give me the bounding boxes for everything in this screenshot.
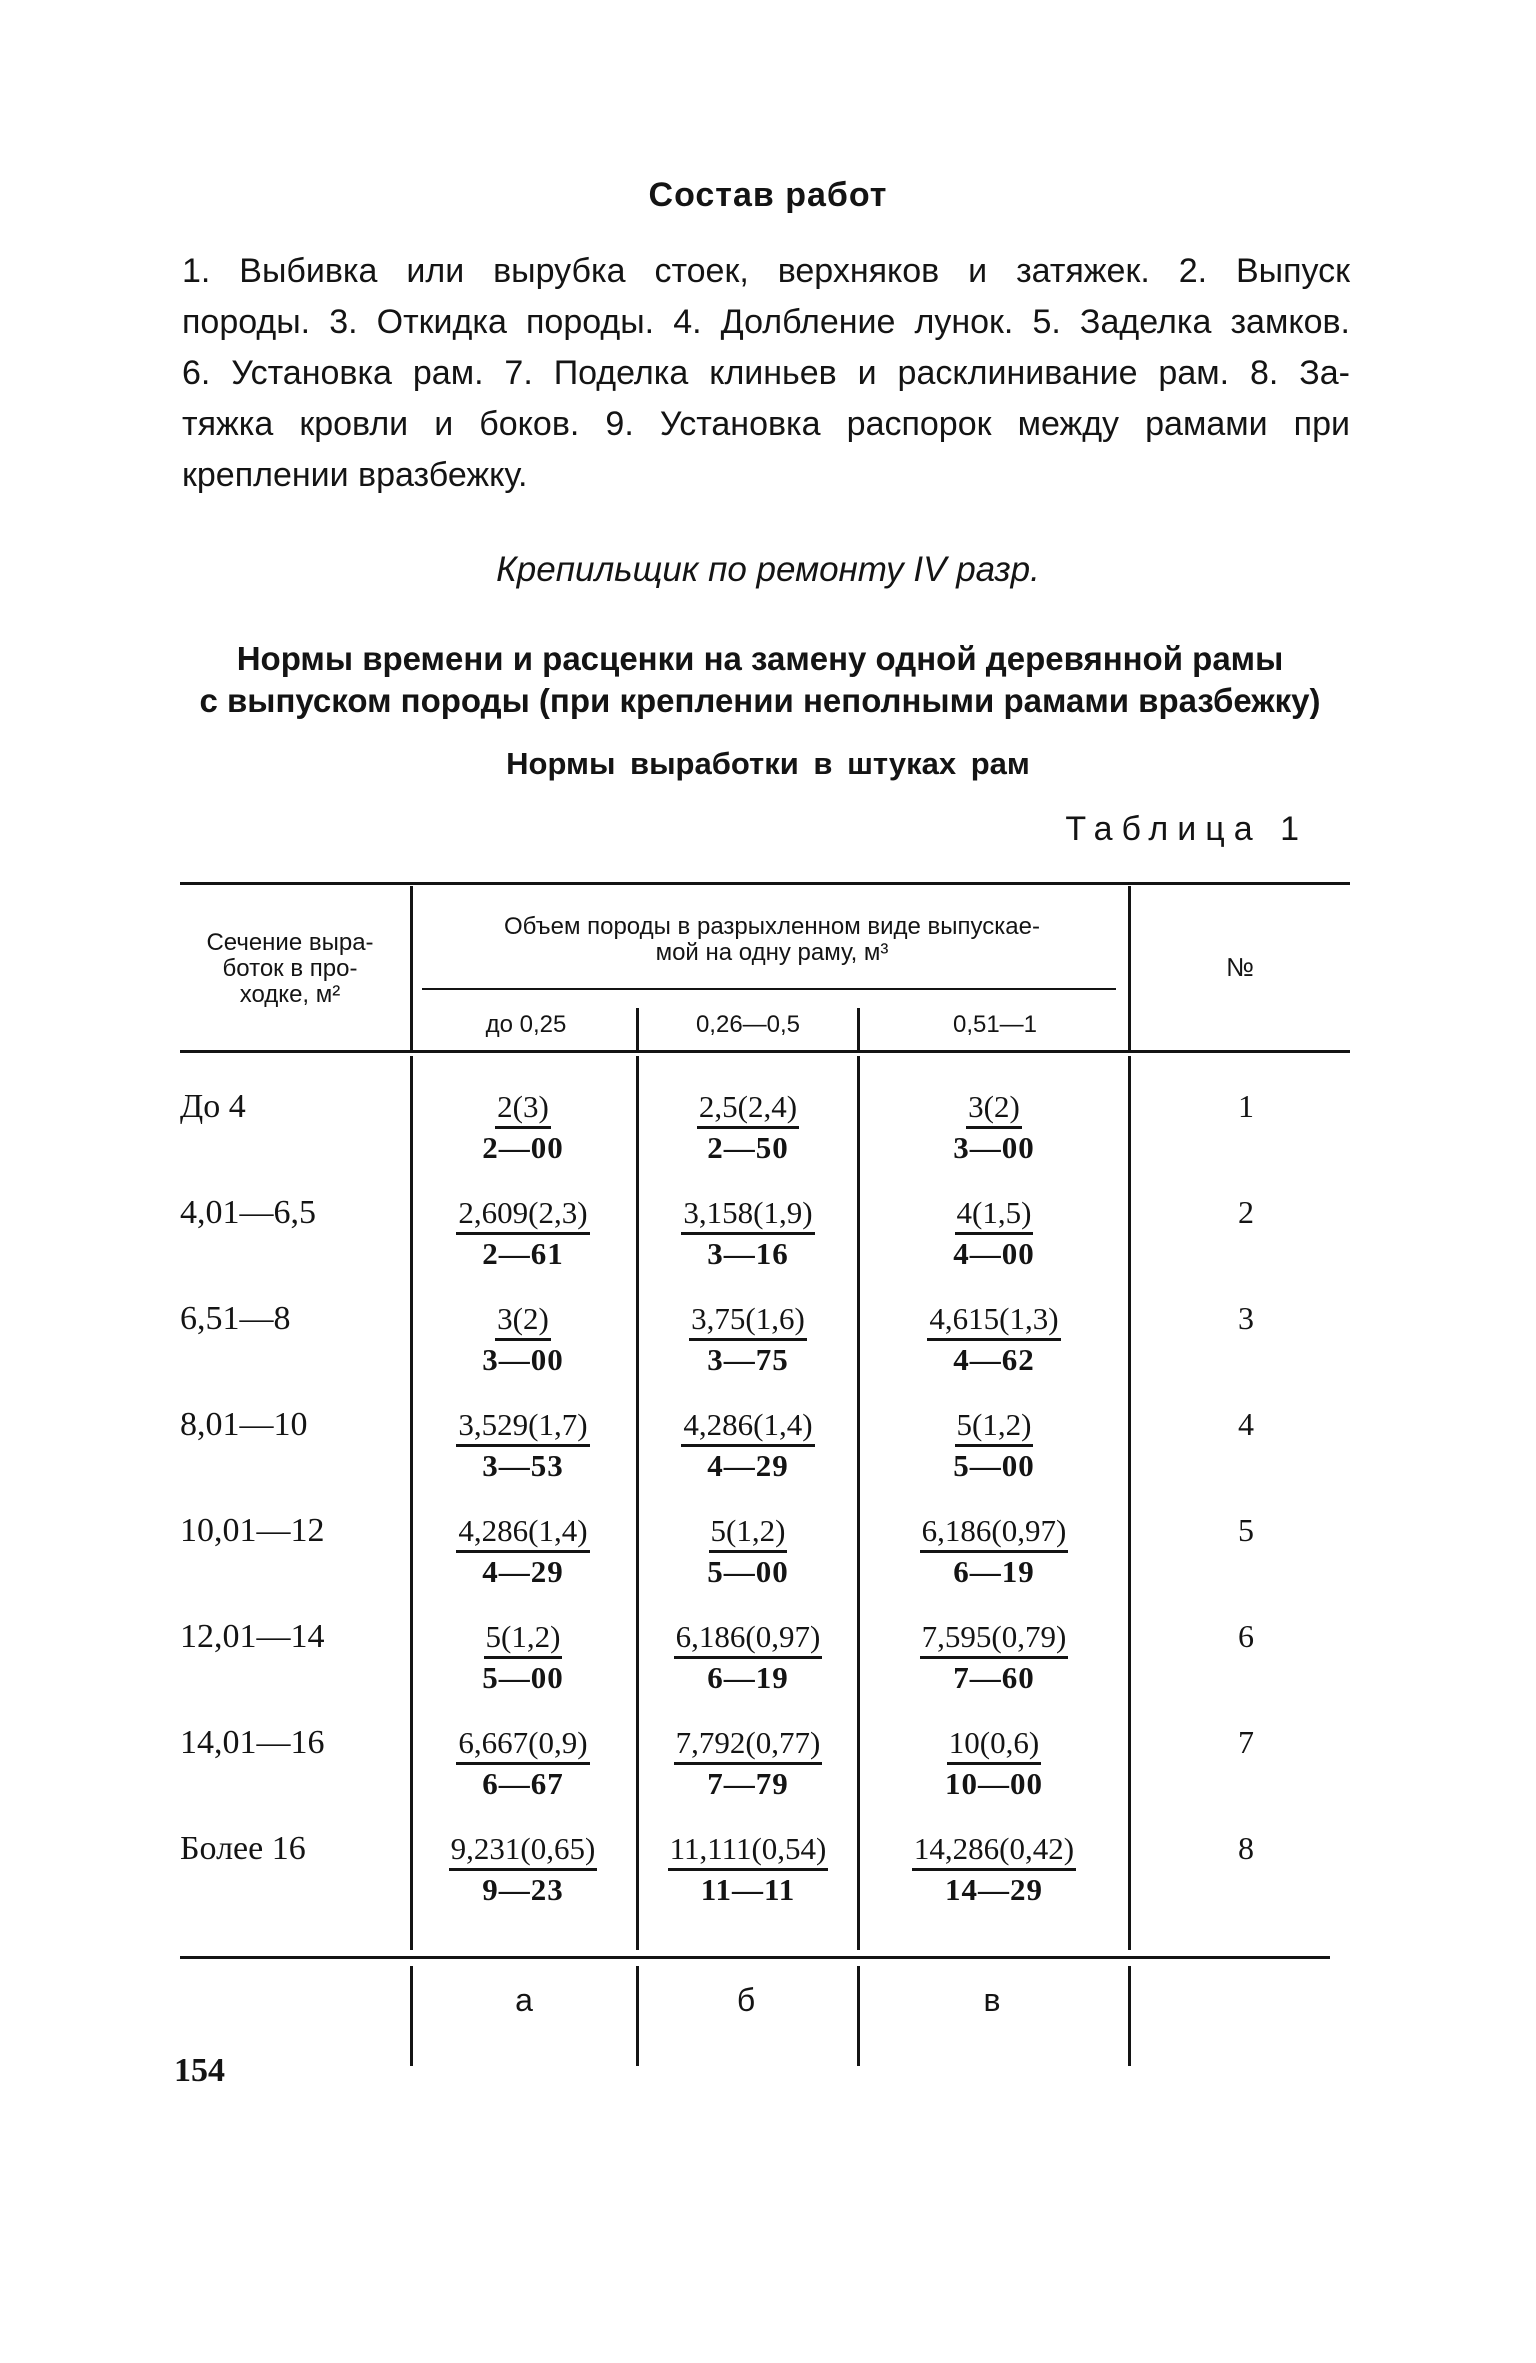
rate-price: 3—53: [482, 1448, 564, 1483]
row-number: 1: [1238, 1088, 1254, 1124]
header-volume-line: мой на одну раму, м³: [655, 939, 889, 966]
rate-price: 10—00: [945, 1766, 1043, 1801]
row-section: 10,01—12: [180, 1512, 325, 1549]
rate-price: 5—00: [482, 1660, 564, 1695]
output-norms-title: Нормы выработки в штуках рам: [506, 746, 1030, 781]
paragraph-line: креплении вразбежку.: [182, 456, 528, 494]
output-norm: 10(0,6): [947, 1724, 1041, 1765]
work-composition-paragraph: [182, 246, 1350, 501]
rate-price: 4—29: [707, 1448, 789, 1483]
rate-cell: [639, 1830, 857, 1909]
header-section-line: боток в про-: [222, 955, 358, 982]
rate-cell: [639, 1300, 857, 1379]
rate-cell: [639, 1512, 857, 1591]
rate-price: 3—16: [707, 1236, 789, 1271]
row-section: 8,01—10: [180, 1406, 308, 1443]
row-number: 5: [1238, 1512, 1254, 1548]
footer-divider: [636, 1966, 639, 2066]
output-norm: 5(1,2): [709, 1512, 788, 1553]
output-norm: 3(2): [966, 1088, 1022, 1129]
header-bottom-rule: [180, 1050, 1350, 1053]
rate-cell: [413, 1830, 633, 1909]
header-section-line: Сечение выра-: [206, 929, 374, 956]
rate-cell: [639, 1194, 857, 1273]
subheader-2: 0,51—1: [952, 1011, 1038, 1038]
output-norm: 6,667(0,9): [456, 1724, 589, 1765]
output-norm: 4(1,5): [955, 1194, 1034, 1235]
rate-price: 6—19: [707, 1660, 789, 1695]
rate-price: 2—61: [482, 1236, 564, 1271]
header-section: [180, 930, 400, 1008]
row-section: 14,01—16: [180, 1724, 325, 1761]
footer-divider: [410, 1966, 413, 2066]
rate-cell: [860, 1088, 1128, 1167]
header-divider: [857, 1008, 860, 1050]
rate-price: 7—79: [707, 1766, 789, 1801]
section-title: Состав работ: [648, 176, 888, 214]
rate-price: 5—00: [707, 1554, 789, 1589]
footer-divider: [1128, 1966, 1131, 2066]
row-number: 8: [1238, 1830, 1254, 1866]
rate-price: 7—60: [953, 1660, 1035, 1695]
column-letter: б: [736, 1982, 756, 2018]
rate-price: 4—62: [953, 1342, 1035, 1377]
rate-price: 4—00: [953, 1236, 1035, 1271]
output-norm: 6,186(0,97): [920, 1512, 1069, 1553]
rate-cell: [639, 1406, 857, 1485]
rate-cell: [413, 1088, 633, 1167]
rate-price: 5—00: [953, 1448, 1035, 1483]
rate-cell: [860, 1194, 1128, 1273]
rate-cell: [860, 1724, 1128, 1803]
column-divider: [410, 1056, 413, 1950]
output-norm: 3,158(1,9): [681, 1194, 814, 1235]
output-norm: 3,529(1,7): [456, 1406, 589, 1447]
norms-title: [180, 638, 1340, 722]
output-norm: 7,595(0,79): [920, 1618, 1069, 1659]
row-section: Более 16: [180, 1830, 306, 1867]
header-number: №: [1226, 952, 1254, 982]
output-norm: 2,609(2,3): [456, 1194, 589, 1235]
rate-price: 3—00: [482, 1342, 564, 1377]
table-label: Таблица 1: [1065, 810, 1308, 848]
rate-cell: [639, 1724, 857, 1803]
output-norm: 4,286(1,4): [681, 1406, 814, 1447]
header-divider: [1128, 886, 1131, 1050]
row-number: 3: [1238, 1300, 1254, 1336]
rate-cell: [860, 1830, 1128, 1909]
output-norm: 4,286(1,4): [456, 1512, 589, 1553]
table-bottom-rule: [180, 1956, 1330, 1959]
row-section: 6,51—8: [180, 1300, 291, 1337]
header-section-line: ходке, м²: [239, 981, 341, 1008]
rate-price: 2—00: [482, 1130, 564, 1165]
row-section: 4,01—6,5: [180, 1194, 316, 1231]
output-norm: 9,231(0,65): [449, 1830, 598, 1871]
paragraph-line: породы. 3. Откидка породы. 4. Долбление лунок. 5. Заделка замков.: [182, 303, 1350, 341]
rate-price: 6—67: [482, 1766, 564, 1801]
rate-cell: [413, 1724, 633, 1803]
output-norm: 2(3): [495, 1088, 551, 1129]
output-norm: 2,5(2,4): [697, 1088, 799, 1129]
rate-cell: [860, 1300, 1128, 1379]
rate-cell: [639, 1088, 857, 1167]
header-divider: [410, 886, 413, 1050]
rate-cell: [860, 1406, 1128, 1485]
footer-divider: [857, 1966, 860, 2066]
output-norm: 7,792(0,77): [674, 1724, 823, 1765]
row-section: 12,01—14: [180, 1618, 325, 1655]
page-number: 154: [174, 2052, 225, 2089]
paragraph-line: тяжка кровли и боков. 9. Установка распорок между рамами при: [182, 405, 1350, 443]
rate-price: 3—75: [707, 1342, 789, 1377]
header-volume-line: Объем породы в разрыхленном виде выпускае-: [503, 913, 1040, 940]
paragraph-line: 6. Установка рам. 7. Поделка клиньев и расклинивание рам. 8. За-: [182, 354, 1350, 392]
rate-cell: [860, 1618, 1128, 1697]
header-volume: [422, 914, 1122, 966]
row-section: До 4: [180, 1088, 246, 1125]
output-norm: 14,286(0,42): [912, 1830, 1076, 1871]
rate-cell: [413, 1618, 633, 1697]
header-subrule: [422, 988, 1116, 990]
rate-cell: [413, 1194, 633, 1273]
rate-cell: [413, 1512, 633, 1591]
header-divider: [636, 1008, 639, 1050]
rate-cell: [860, 1512, 1128, 1591]
rate-price: 3—00: [953, 1130, 1035, 1165]
rate-price: 9—23: [482, 1872, 564, 1907]
output-norm: 11,111(0,54): [668, 1830, 829, 1871]
output-norm: 3,75(1,6): [689, 1300, 807, 1341]
output-norm: 5(1,2): [484, 1618, 563, 1659]
output-norm: 4,615(1,3): [927, 1300, 1060, 1341]
column-divider: [1128, 1056, 1131, 1950]
subheader-0: до 0,25: [485, 1011, 567, 1038]
row-number: 7: [1238, 1724, 1254, 1760]
subheader-1: 0,26—0,5: [695, 1011, 801, 1038]
rate-price: 11—11: [700, 1872, 796, 1907]
row-number: 4: [1238, 1406, 1254, 1442]
rate-cell: [413, 1406, 633, 1485]
paragraph-line: 1. Выбивка или вырубка стоек, верхняков и затяжек. 2. Выпуск: [182, 252, 1350, 290]
output-norm: 6,186(0,97): [674, 1618, 823, 1659]
column-divider: [857, 1056, 860, 1950]
norms-title-line: с выпуском породы (при креплении неполными рамами вразбежку): [199, 682, 1321, 719]
row-number: 2: [1238, 1194, 1254, 1230]
rate-price: 4—29: [482, 1554, 564, 1589]
column-divider: [636, 1056, 639, 1950]
rate-cell: [639, 1618, 857, 1697]
worker-category: Крепильщик по ремонту IV разр.: [496, 550, 1040, 589]
rate-price: 6—19: [953, 1554, 1035, 1589]
rate-cell: [413, 1300, 633, 1379]
row-number: 6: [1238, 1618, 1254, 1654]
rate-price: 14—29: [945, 1872, 1043, 1907]
rate-price: 2—50: [707, 1130, 789, 1165]
output-norm: 3(2): [495, 1300, 551, 1341]
column-letter: в: [983, 1982, 1001, 2018]
output-norm: 5(1,2): [955, 1406, 1034, 1447]
norms-title-line: Нормы времени и расценки на замену одной деревянной рамы: [236, 640, 1284, 677]
table-top-rule: [180, 882, 1350, 885]
column-letter: а: [515, 1982, 533, 2018]
